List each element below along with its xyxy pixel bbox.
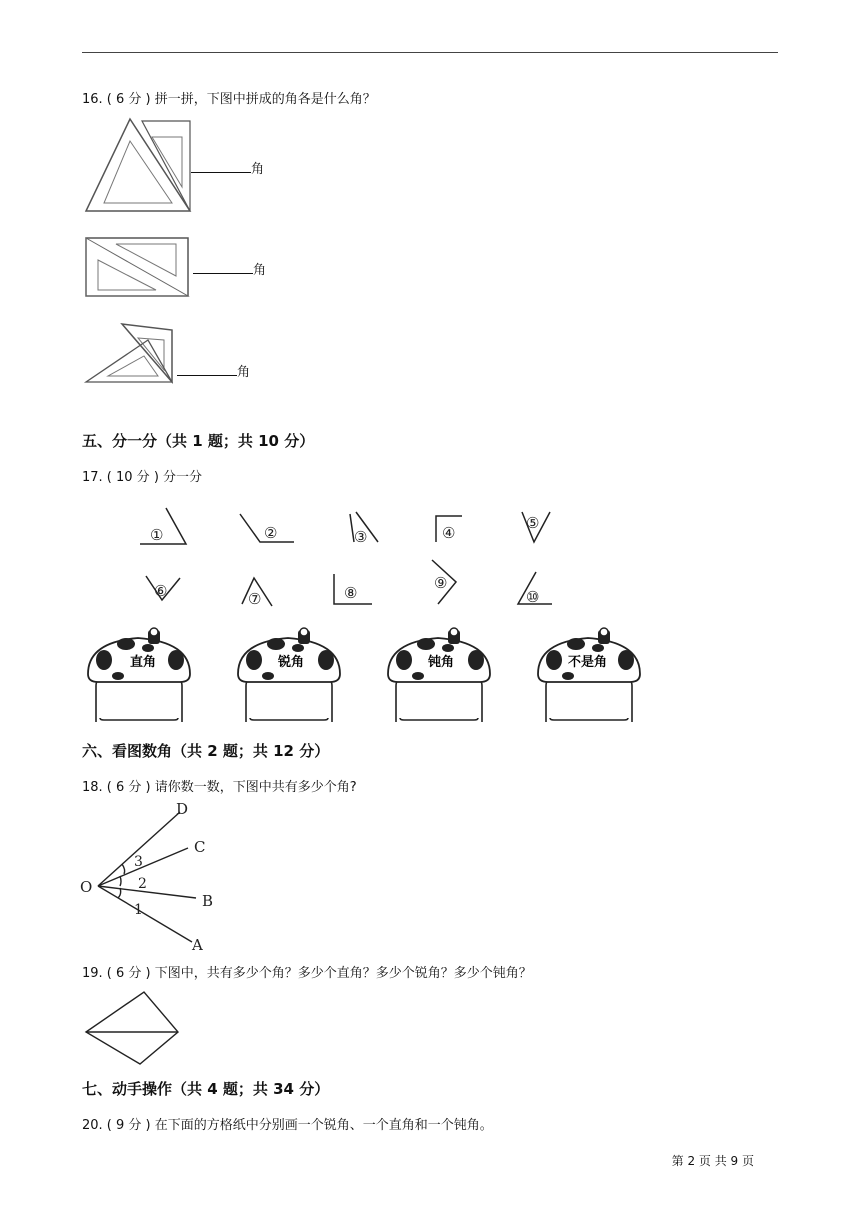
rays-figure xyxy=(76,798,236,954)
angle-5-label: ⑤ xyxy=(526,514,540,532)
triangle-ruler-figure-2 xyxy=(82,234,192,300)
angle-3-label: ③ xyxy=(354,528,368,546)
angle-7-label: ⑦ xyxy=(248,590,262,608)
angle-8-label: ⑧ xyxy=(344,584,358,602)
answer-blank-1[interactable]: 角 xyxy=(191,158,264,177)
section-7-heading: 七、动手操作（共 4 题；共 34 分） xyxy=(82,1080,330,1098)
question-20: 20. ( 9 分 ) 在下面的方格纸中分别画一个锐角、一个直角和一个钝角。 xyxy=(82,1118,493,1133)
question-19: 19. ( 6 分 ) 下图中，共有多少个角？多少个直角？多少个锐角？多少个钝角？ xyxy=(82,966,532,981)
angle-label-3: 3 xyxy=(134,854,143,870)
question-17: 17. ( 10 分 ) 分一分 xyxy=(82,470,203,485)
point-a-label: A xyxy=(192,936,203,954)
angle-10-label: ⑩ xyxy=(526,588,540,606)
angle-2-label: ② xyxy=(264,524,278,542)
mushroom-not-angle xyxy=(538,628,640,722)
section-5-heading: 五、分一分（共 1 题；共 10 分） xyxy=(82,432,315,450)
answer-blank-2[interactable]: 角 xyxy=(193,259,266,278)
kite-figure xyxy=(82,990,182,1066)
angle-6-label: ⑥ xyxy=(154,582,168,600)
mushroom-label-3: 钝角 xyxy=(428,655,455,670)
mushroom-label-1: 直角 xyxy=(130,655,157,670)
section-6-heading: 六、看图数角（共 2 题；共 12 分） xyxy=(82,742,330,760)
point-b-label: B xyxy=(202,892,214,910)
mushroom-acute-angle xyxy=(238,628,340,722)
mushroom-boxes xyxy=(82,626,642,722)
point-o-label: O xyxy=(80,878,93,896)
mushroom-obtuse-angle xyxy=(388,628,490,722)
point-d-label: D xyxy=(176,800,189,818)
angle-set-figure xyxy=(120,500,580,618)
angle-9-label: ⑨ xyxy=(434,574,448,592)
point-c-label: C xyxy=(194,838,206,856)
angle-4-label: ④ xyxy=(442,524,456,542)
mushroom-label-4: 不是角 xyxy=(568,655,608,670)
answer-blank-3[interactable]: 角 xyxy=(177,361,250,380)
page-footer: 第 2 页 共 9 页 xyxy=(671,1154,754,1168)
angle-1-label: ① xyxy=(150,526,164,544)
triangle-ruler-figure-3 xyxy=(82,320,178,386)
header-rule xyxy=(82,52,778,53)
angle-label-1: 1 xyxy=(134,902,143,918)
angle-label-2: 2 xyxy=(138,876,147,892)
mushroom-right-angle xyxy=(88,628,190,722)
question-18: 18. ( 6 分 ) 请你数一数，下图中共有多少个角? xyxy=(82,780,357,795)
triangle-ruler-figure-1 xyxy=(82,115,192,215)
question-16: 16. ( 6 分 ) 拼一拼，下图中拼成的角各是什么角？ xyxy=(82,92,376,107)
mushroom-label-2: 锐角 xyxy=(278,655,305,670)
